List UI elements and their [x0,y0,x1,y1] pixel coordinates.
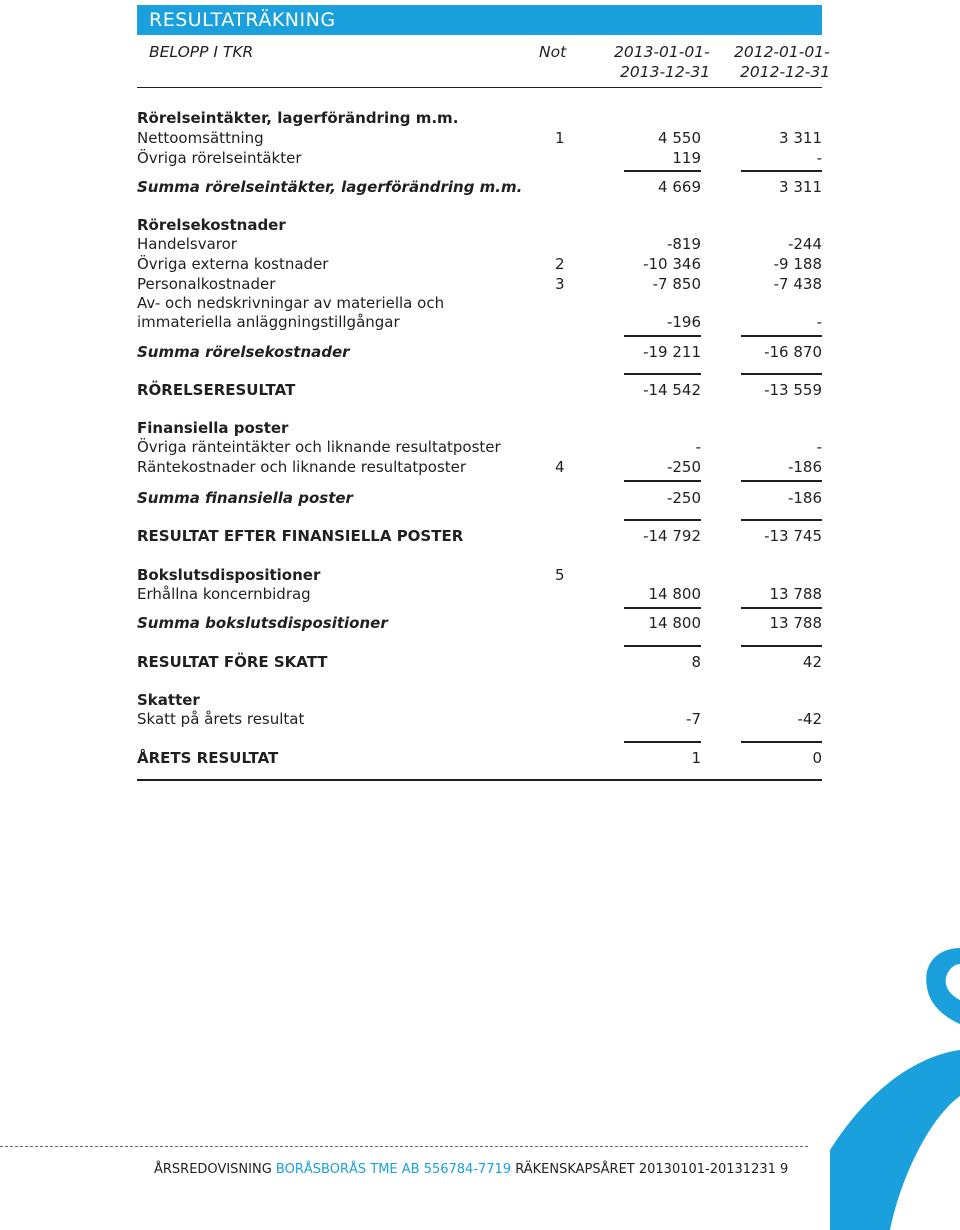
row-label: immateriella anläggningstillgångar [137,313,400,331]
row-value-2012: -13 745 [764,527,822,545]
table-row [137,293,822,313]
row-value-2012: -42 [797,710,822,728]
row-value-2013: 14 800 [648,614,701,632]
end-rule [137,779,822,781]
footer-divider [0,1146,808,1147]
table-row [137,748,822,768]
row-value-2012: 13 788 [769,614,822,632]
row-value-2012: -244 [787,235,822,253]
row-value-2012: -186 [787,489,822,507]
row-value-2013: -14 542 [643,381,701,399]
table-row [137,215,822,235]
page-number: 9 [780,1162,789,1177]
table-row [137,690,822,710]
row-label: Övriga rörelseintäkter [137,149,302,167]
row-label: RÖRELSERESULTAT [137,381,296,399]
sum-rule [137,480,822,482]
table-row [137,613,822,633]
row-label: Handelsvaror [137,235,237,253]
row-value-2013: -819 [666,235,701,253]
row-value-2012: 0 [812,749,822,767]
table-row [137,274,822,294]
row-label: Summa rörelseintäkter, lagerförändring m.m. [137,178,523,196]
table-row [137,565,822,585]
table-row [137,709,822,729]
table-row [137,526,822,546]
table-row [137,177,822,197]
row-value-2012: 42 [802,653,822,671]
table-row [137,234,822,254]
row-value-2013: -196 [666,313,701,331]
row-label: Övriga externa kostnader [137,255,329,273]
row-note: 3 [555,275,565,293]
table-row [137,380,822,400]
table-row [137,128,822,148]
row-value-2013: -10 346 [643,255,701,273]
row-value-2012: -7 438 [773,275,822,293]
row-value-2013: -7 850 [652,275,701,293]
sum-rule [137,373,822,375]
table-row [137,437,822,457]
row-label: Av- och nedskrivningar av materiella och [137,294,445,312]
table-row [137,584,822,604]
row-value-2013: -14 792 [643,527,701,545]
section-heading: Rörelsekostnader [137,216,286,234]
row-label: Erhållna koncernbidrag [137,585,311,603]
table-row [137,488,822,508]
section-heading: Finansiella poster [137,419,289,437]
row-value-2013: 1 [691,749,701,767]
column-header-2012-start: 2012-01-01- [734,43,830,61]
row-value-2013: 119 [672,149,701,167]
column-header-note: Not [539,43,567,61]
table-row [137,457,822,477]
table-row [137,342,822,362]
brand-logo-icon [820,940,960,1230]
page-title: RESULTATRÄKNING [149,9,336,31]
row-value-2012: -186 [787,458,822,476]
row-label: Summa bokslutsdispositioner [137,614,388,632]
row-note: 5 [555,566,565,584]
table-row [137,418,822,438]
row-value-2013: -250 [666,458,701,476]
sum-rule [137,335,822,337]
row-value-2013: 4 669 [658,178,701,196]
row-label: ÅRETS RESULTAT [137,749,279,767]
row-value-2012: 3 311 [779,129,822,147]
footer-company: BORÅSBORÅS TME AB 556784-7719 [275,1162,512,1177]
row-value-2012: - [816,149,822,167]
row-value-2013: -7 [686,710,701,728]
row-value-2012: -16 870 [764,343,822,361]
row-value-2012: -9 188 [773,255,822,273]
row-value-2013: 8 [691,653,701,671]
column-header-2012-end: 2012-12-31 [740,63,831,81]
row-label: Övriga ränteintäkter och liknande resultatposter [137,438,501,456]
title-banner [137,5,822,35]
row-label: RESULTAT EFTER FINANSIELLA POSTER [137,527,464,545]
row-value-2013: -250 [666,489,701,507]
sum-rule [137,607,822,609]
row-note: 4 [555,458,565,476]
row-label: Summa finansiella poster [137,489,353,507]
row-value-2012: 3 311 [779,178,822,196]
table-row [137,148,822,168]
row-label: Räntekostnader och liknande resultatposter [137,458,467,476]
footer [154,1162,788,1177]
row-label: Nettoomsättning [137,129,264,147]
row-value-2012: 13 788 [769,585,822,603]
sum-rule [137,741,822,743]
sum-rule [137,645,822,647]
column-header-label: BELOPP I TKR [149,43,254,61]
section-heading: Bokslutsdispositioner [137,566,321,584]
row-label: Summa rörelsekostnader [137,343,350,361]
table-row [137,652,822,672]
column-header-2013-end: 2013-12-31 [620,63,711,81]
header-divider [137,87,822,88]
row-value-2012: - [816,438,822,456]
column-header-2013-start: 2013-01-01- [614,43,710,61]
footer-suffix: RÄKENSKAPSÅRET 20130101-20131231 [515,1162,776,1177]
row-value-2013: - [695,438,701,456]
row-note: 2 [555,255,565,273]
row-label: Skatt på årets resultat [137,710,305,728]
row-value-2013: 14 800 [648,585,701,603]
footer-prefix: ÅRSREDOVISNING [154,1162,272,1177]
row-value-2013: -19 211 [643,343,701,361]
section-heading: Rörelseintäkter, lagerförändring m.m. [137,109,459,127]
table-row [137,108,822,128]
sum-rule [137,170,822,172]
row-note: 1 [555,129,565,147]
row-label: RESULTAT FÖRE SKATT [137,653,328,671]
row-value-2013: 4 550 [658,129,701,147]
table-row [137,312,822,332]
row-value-2012: -13 559 [764,381,822,399]
row-label: Personalkostnader [137,275,276,293]
row-value-2012: - [816,313,822,331]
sum-rule [137,519,822,521]
section-heading: Skatter [137,691,200,709]
table-row [137,254,822,274]
